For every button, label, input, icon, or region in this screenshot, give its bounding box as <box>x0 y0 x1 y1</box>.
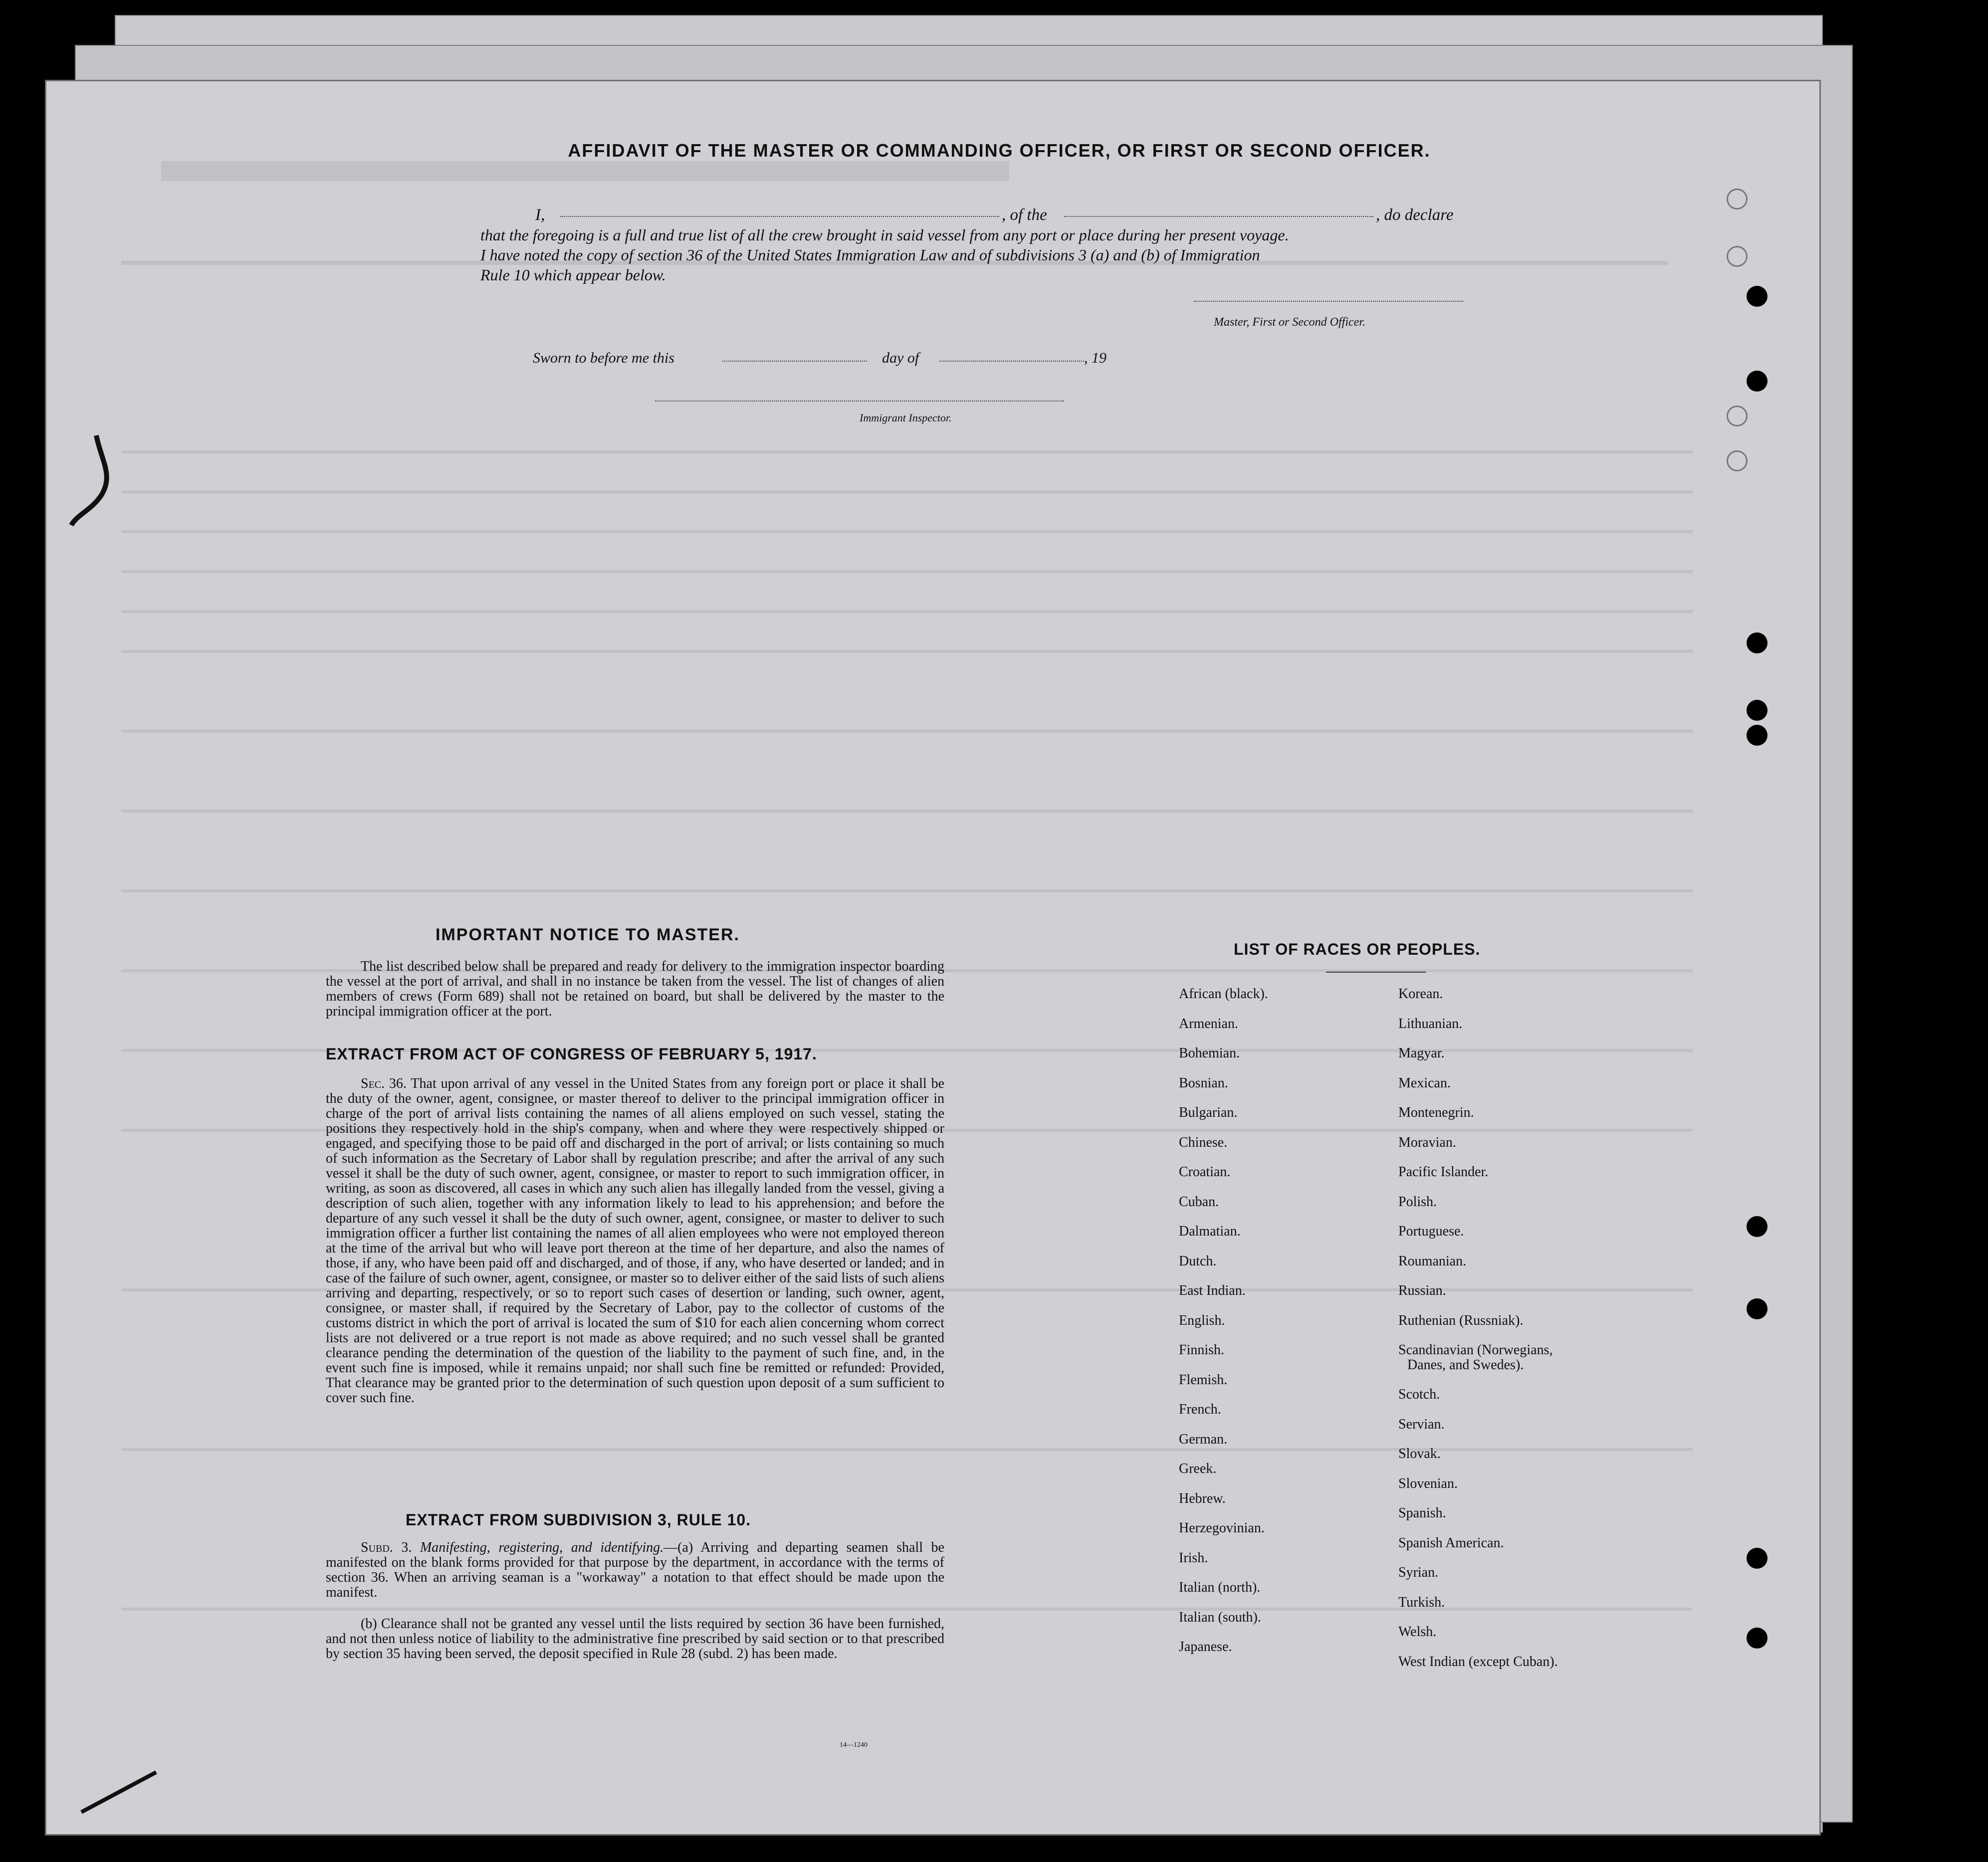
race-item: Mexican. <box>1398 1075 1451 1091</box>
race-item: Dalmatian. <box>1179 1224 1241 1239</box>
race-item: Turkish. <box>1398 1594 1445 1610</box>
punch-hole <box>1747 1548 1767 1569</box>
punch-hole <box>1747 725 1767 746</box>
race-item: Spanish American. <box>1398 1535 1504 1551</box>
race-item: Croatian. <box>1179 1164 1231 1180</box>
punch-hole <box>1747 700 1767 721</box>
day-of-text: day of <box>882 350 919 366</box>
races-title-rule <box>1326 972 1426 973</box>
race-item: Bohemian. <box>1179 1045 1240 1061</box>
inspector-caption: Immigrant Inspector. <box>860 412 952 424</box>
affidavit-line-2: that the foregoing is a full and true list of all the crew brought in said vessel from any port or place during her present voyage. <box>480 226 1289 244</box>
races-left-column <box>1179 979 1268 1662</box>
subd-label: Subd. 3. <box>361 1540 412 1555</box>
notice-body: The list described below shall be prepared and ready for delivery to the immigration inspector boarding the vessel at the port of arrival, and shall in no instance be taken from the vessel. The list of changes of alien members of crews (Form 689) shall not be retained on board, but shall be delivered by the master to the principal immigration officer at the port. <box>326 959 944 1019</box>
race-item: Korean. <box>1398 986 1443 1002</box>
race-item: Cuban. <box>1179 1194 1219 1210</box>
sworn-text: Sworn to before me this <box>533 350 674 366</box>
race-item: Japanese. <box>1179 1639 1232 1655</box>
race-item: Magyar. <box>1398 1045 1445 1061</box>
race-item: Hebrew. <box>1179 1490 1226 1506</box>
race-item: Pacific Islander. <box>1398 1164 1489 1180</box>
notice-title: IMPORTANT NOTICE TO MASTER. <box>436 925 740 944</box>
affidavit-line-4: Rule 10 which appear below. <box>480 266 666 284</box>
race-item: Armenian. <box>1179 1016 1238 1032</box>
subd-heading: Manifesting, registering, and identifying. <box>420 1540 664 1555</box>
sec-label: Sec. 36. <box>361 1076 407 1091</box>
affidavit-line-3: I have noted the copy of section 36 of the United States Immigration Law and of subdivisions 3 (a) and (b) of Immigration <box>480 246 1260 264</box>
day-blank <box>722 361 867 362</box>
affidavit-i: I, <box>535 206 545 224</box>
affidavit-declare: , do declare <box>1376 206 1454 224</box>
signature-caption: Master, First or Second Officer. <box>1214 316 1365 329</box>
inspector-signature-line <box>655 401 1064 402</box>
punch-hole-faint <box>1727 189 1748 209</box>
race-item: Spanish. <box>1398 1505 1446 1521</box>
race-item: Chinese. <box>1179 1134 1228 1150</box>
race-item: Polish. <box>1398 1194 1437 1210</box>
race-item: Finnish. <box>1179 1342 1225 1358</box>
race-item: Flemish. <box>1179 1372 1228 1388</box>
race-item: Scotch. <box>1398 1387 1440 1402</box>
race-item: Greek. <box>1179 1461 1217 1476</box>
race-item: Montenegrin. <box>1398 1105 1474 1120</box>
race-item: Welsh. <box>1398 1624 1437 1640</box>
race-item: Bosnian. <box>1179 1075 1228 1091</box>
race-item: Danes, and Swedes). <box>1407 1357 1524 1373</box>
race-item: Moravian. <box>1398 1134 1456 1150</box>
race-item: East Indian. <box>1179 1283 1246 1298</box>
races-title: LIST OF RACES OR PEOPLES. <box>1234 940 1481 958</box>
punch-hole-faint <box>1727 406 1748 426</box>
year-prefix: , 19 <box>1084 350 1106 366</box>
month-blank <box>939 361 1084 362</box>
rule-subd-b: (b) Clearance shall not be granted any vessel until the lists required by section 36 have been furnished, and not then unless notice of liability to the administrative fine prescribed by said section or to that prescribed by section 35 having been served, the deposit specified in Rule 28 (subd. 2) has been made. <box>326 1616 944 1661</box>
punch-hole <box>1747 1216 1767 1237</box>
race-item: Italian (north). <box>1179 1580 1261 1595</box>
punch-hole <box>1747 1298 1767 1319</box>
punch-hole <box>1747 632 1767 653</box>
punch-hole-faint <box>1727 450 1748 471</box>
affidavit-of-the: , of the <box>1002 206 1047 224</box>
race-item: Italian (south). <box>1179 1609 1261 1625</box>
name-blank <box>560 216 999 217</box>
form-code: 14—1240 <box>840 1741 868 1749</box>
document-page <box>45 80 1821 1836</box>
sec-36-text: That upon arrival of any vessel in the United States from any foreign port or place it shall be the duty of the owner, agent, consignee, or master thereof to deliver to the principal immigration officer in charge of the port of arrival lists containing the names of all aliens employed on such vessel, stating the positions they respectively hold in the ship's company, when and where they were respectively shipped or engaged, and specifying those to be paid off and discharged in the port of arrival; or lists containing so much of such information as the Secretary of Labor shall by regulation prescribe; and after the arrival of any such vessel it shall be the duty of such owner, agent, consignee, or master to report to such immigration officer, in writing, as soon as discovered, all cases in which any such alien has illegally landed from the vessel, giving a description of such alien, together with any information likely to lead to his apprehension; and before the departure of any such vessel it shall be the duty of such owner, agent, consignee, or master to deliver to such immigration officer a further list containing the names of all alien employees who were not employed thereon at the time of the arrival but who will leave port thereon at the time of her departure, and also the names of those, if any, who have been paid off and discharged, and of those, if any, who have deserted or landed; and in case of the failure of such owner, agent, consignee, or master so to deliver either of the said lists of such aliens arriving and departing, respectively, or so to report such cases of desertion or landing, such owner, agent, consignee, or master shall, if required by the Secretary of Labor, pay to the collector of customs of the customs district in which the port of arrival is located the sum of $10 for each alien concerning whom correct lists are not delivered or a true report is not made as above required; and no such vessel shall be granted clearance pending the determination of the question of the liability to the payment of such fine, and, in the event such fine is imposed, while it remains unpaid; nor shall such fine be remitted or refunded: Provided, That clearance may be granted prior to the determination of such question upon deposit of a sum sufficient to cover such fine. <box>326 1076 944 1406</box>
punch-hole-faint <box>1727 246 1748 267</box>
races-right-column <box>1398 979 1558 1676</box>
race-item: Bulgarian. <box>1179 1105 1238 1120</box>
punch-hole <box>1747 1628 1767 1649</box>
race-item: Irish. <box>1179 1550 1208 1566</box>
race-item: West Indian (except Cuban). <box>1398 1654 1558 1669</box>
subd-para-a: —(a) Arriving and departing seamen shall be manifested on the blank forms provided for that purpose by the department, in accordance with the terms of section 36. When an arriving seaman is a "workaway" a notation to that effect should be made upon the manifest. <box>326 1540 944 1600</box>
punch-hole <box>1747 371 1767 392</box>
race-item: Servian. <box>1398 1416 1445 1432</box>
race-item: Dutch. <box>1179 1253 1217 1269</box>
signature-line <box>1194 301 1463 302</box>
act-extract-body <box>326 1076 944 1406</box>
race-item: English. <box>1179 1312 1225 1328</box>
race-item: Slovak. <box>1398 1446 1441 1461</box>
act-extract-title: EXTRACT FROM ACT OF CONGRESS OF FEBRUARY 5, 1917. <box>326 1045 817 1063</box>
race-item: Slovenian. <box>1398 1475 1458 1491</box>
ink-mark <box>66 430 126 530</box>
affidavit-title: AFFIDAVIT OF THE MASTER OR COMMANDING OFFICER, OR FIRST OR SECOND OFFICER. <box>568 140 1431 161</box>
vessel-blank <box>1064 216 1373 217</box>
race-item: Scandinavian (Norwegians, <box>1398 1342 1553 1358</box>
race-item: German. <box>1179 1431 1228 1447</box>
race-item: Roumanian. <box>1398 1253 1467 1269</box>
ink-mark <box>76 1767 166 1817</box>
race-item: Syrian. <box>1398 1565 1439 1580</box>
race-item: African (black). <box>1179 986 1268 1002</box>
race-item: Portuguese. <box>1398 1224 1464 1239</box>
race-item: French. <box>1179 1402 1221 1417</box>
punch-hole <box>1747 286 1767 307</box>
race-item: Ruthenian (Russniak). <box>1398 1312 1524 1328</box>
rule-subd-a <box>326 1540 944 1600</box>
rule-extract-title: EXTRACT FROM SUBDIVISION 3, RULE 10. <box>406 1511 751 1529</box>
race-item: Herzegovinian. <box>1179 1520 1265 1536</box>
race-item: Lithuanian. <box>1398 1016 1463 1032</box>
race-item: Russian. <box>1398 1283 1446 1298</box>
